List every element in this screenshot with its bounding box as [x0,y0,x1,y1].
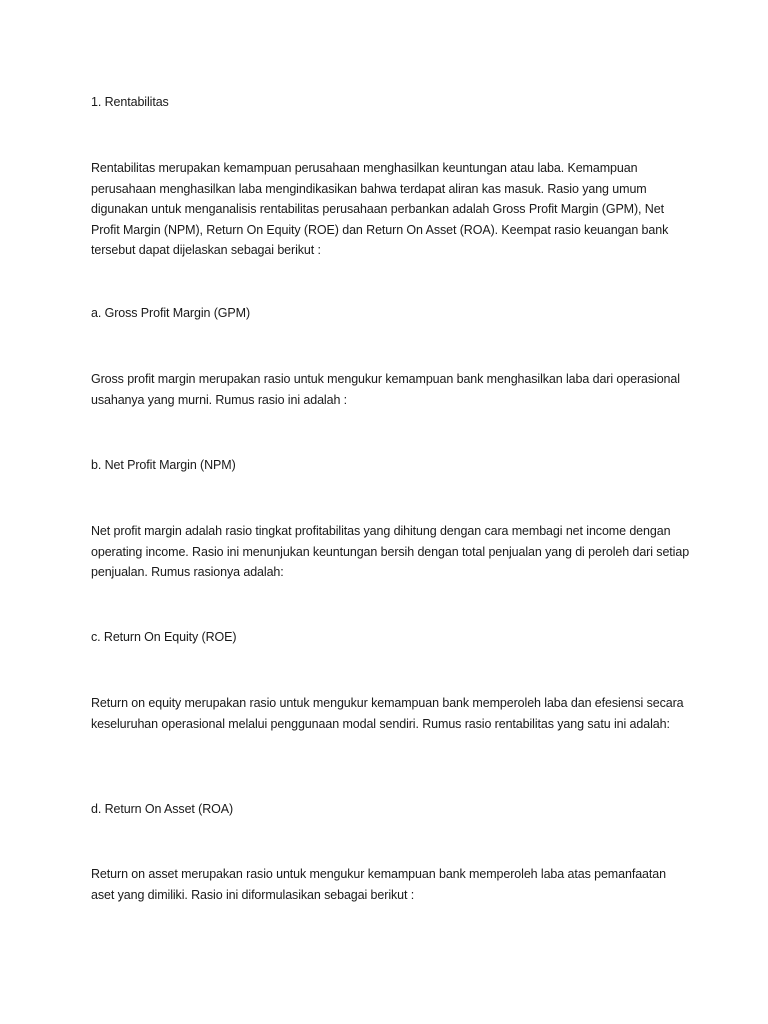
heading-npm: b. Net Profit Margin (NPM) [91,458,236,472]
paragraph-npm: Net profit margin adalah rasio tingkat profitabilitas yang dihitung dengan cara membagi net income dengan operating income. Rasio ini menunjukan keuntungan bersih dengan total penjualan yang di peroleh dari setiap penjualan. Rumus rasionya adalah: [91,524,690,579]
heading-roe: c. Return On Equity (ROE) [91,630,237,644]
section-title: 1. Rentabilitas [91,95,169,109]
heading-roa: d. Return On Asset (ROA) [91,802,234,816]
paragraph-gpm: Gross profit margin merupakan rasio untuk mengukur kemampuan bank menghasilkan laba dari operasional usahanya yang murni. Rumus rasio ini adalah : [91,372,680,407]
heading-gpm: a. Gross Profit Margin (GPM) [91,306,251,320]
intro-paragraph: Rentabilitas merupakan kemampuan perusahaan menghasilkan keuntungan atau laba. Kemampuan perusahaan menghasilkan laba mengindikasikan bahwa terdapat aliran kas masuk. Rasio yang umum digunakan untuk menganalisis rentabilitas perusahaan perbankan adalah Gross Profit Margin (GPM), Net Profit Margin (NPM), Return On Equity (ROE) dan Return On Asset (ROA). Keempat rasio keuangan bank tersebut dapat dijelaskan sebagai berikut : [91,161,669,257]
paragraph-roe: Return on equity merupakan rasio untuk mengukur kemampuan bank memperoleh laba dan efesiensi secara keseluruhan operasional melalui penggunaan modal sendiri. Rumus rasio rentabilitas yang satu ini adalah: [91,696,684,731]
paragraph-roa: Return on asset merupakan rasio untuk mengukur kemampuan bank memperoleh laba atas pemanfaatan aset yang dimiliki. Rasio ini diformulasikan sebagai berikut : [91,867,666,902]
